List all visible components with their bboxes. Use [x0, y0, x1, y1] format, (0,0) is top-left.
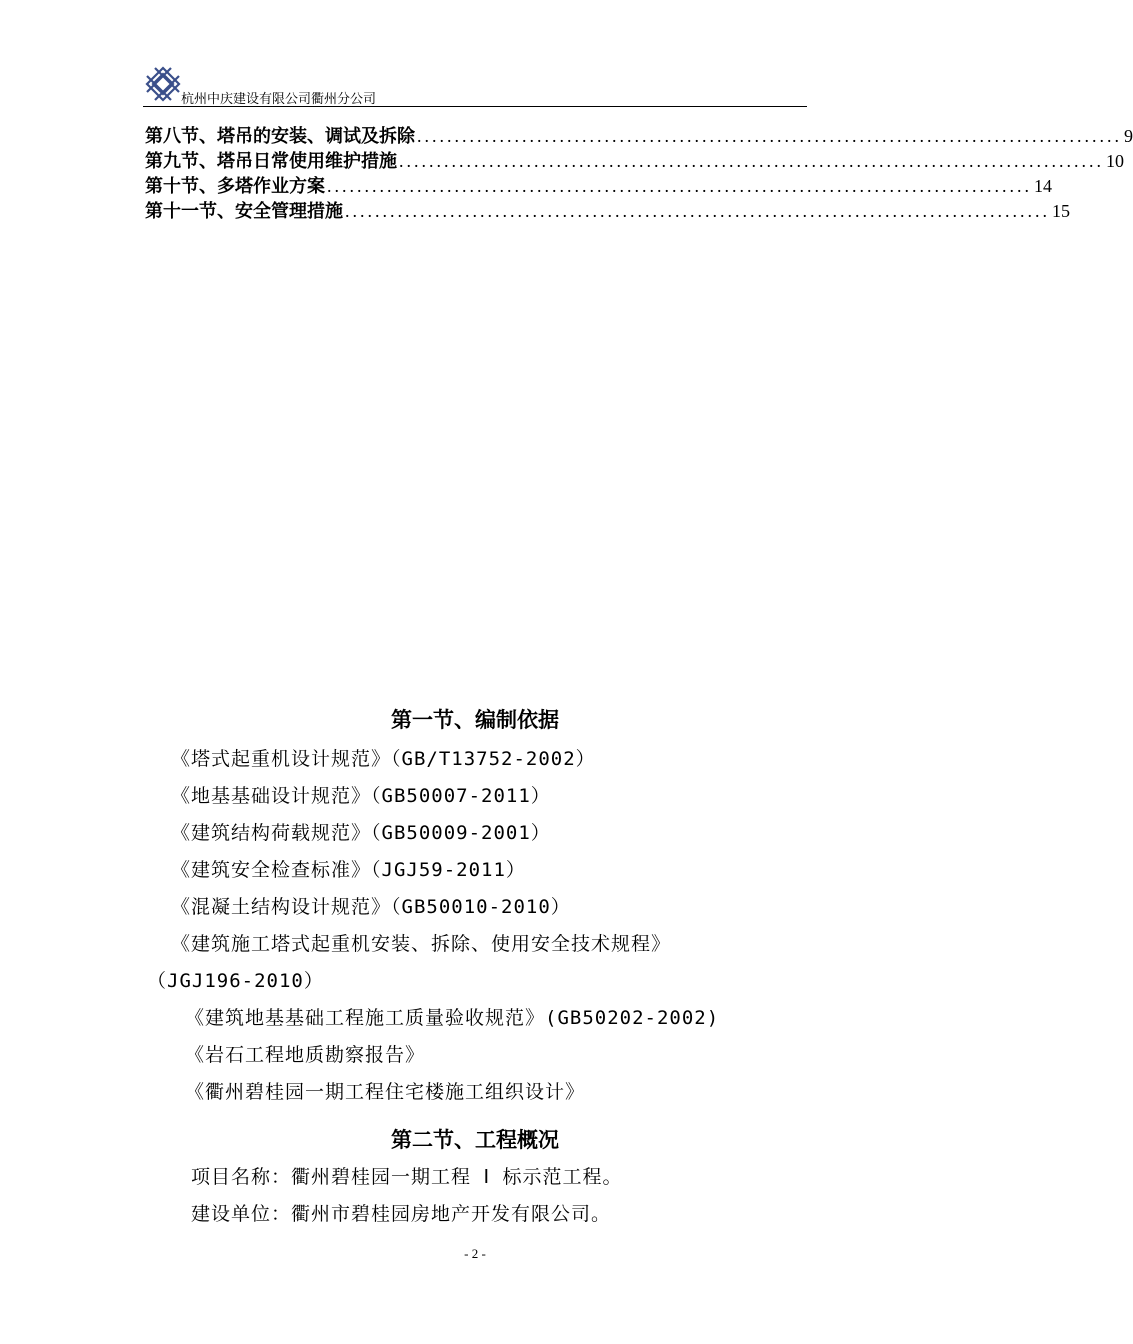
toc-entry-title: 第八节、塔吊的安装、调试及拆除 — [145, 126, 415, 147]
table-of-contents — [145, 122, 1133, 222]
reference-item: 《塔式起重机设计规范》（GB/T13752-2002） — [171, 748, 596, 770]
reference-item: 《地基基础设计规范》（GB50007-2011） — [171, 785, 551, 807]
toc-dot-leader: .............................................................................................. — [417, 126, 1122, 146]
company-name: 杭州中庆建设有限公司衢州分公司 — [181, 92, 377, 107]
toc-entry-page: 15 — [1052, 201, 1070, 221]
toc-entry-page: 10 — [1106, 151, 1124, 171]
reference-item: 《混凝土结构设计规范》（GB50010-2010） — [171, 896, 571, 918]
section-heading: 第一节、编制依据 — [391, 707, 559, 732]
page-number: - 2 - — [464, 1246, 486, 1261]
reference-item: 《建筑安全检查标准》（JGJ59-2011） — [171, 859, 526, 881]
reference-item: （JGJ196-2010） — [147, 970, 324, 992]
toc-entry-page: 14 — [1034, 176, 1052, 196]
toc-entry[interactable] — [145, 122, 1133, 147]
toc-dot-leader: .............................................................................................. — [345, 201, 1050, 221]
toc-entry[interactable] — [145, 172, 1052, 197]
company-logo-icon — [143, 64, 183, 104]
reference-item: 《建筑施工塔式起重机安装、拆除、使用安全技术规程》 — [171, 933, 672, 955]
toc-entry-title: 第十节、多塔作业方案 — [145, 176, 325, 197]
toc-dot-leader: .............................................................................................. — [399, 151, 1104, 171]
toc-entry-title: 第十一节、安全管理措施 — [145, 201, 343, 222]
toc-entry-title: 第九节、塔吊日常使用维护措施 — [145, 151, 397, 172]
toc-entry[interactable] — [145, 197, 1070, 222]
toc-dot-leader: .............................................................................................. — [327, 176, 1032, 196]
page-header — [143, 62, 807, 107]
reference-item: 《衢州碧桂园一期工程住宅楼施工组织设计》 — [185, 1081, 586, 1103]
reference-item: 《岩石工程地质勘察报告》 — [185, 1044, 426, 1066]
reference-item: 《建筑结构荷载规范》（GB50009-2001） — [171, 822, 551, 844]
project-info-line: 项目名称：衢州碧桂园一期工程 Ⅰ 标示范工程。 — [191, 1166, 623, 1188]
reference-item: 《建筑地基基础工程施工质量验收规范》(GB50202-2002) — [185, 1007, 720, 1029]
section-heading: 第二节、工程概况 — [391, 1127, 559, 1152]
toc-entry-page: 9 — [1124, 126, 1133, 146]
project-info-line: 建设单位：衢州市碧桂园房地产开发有限公司。 — [191, 1203, 612, 1225]
toc-entry[interactable] — [145, 147, 1124, 172]
